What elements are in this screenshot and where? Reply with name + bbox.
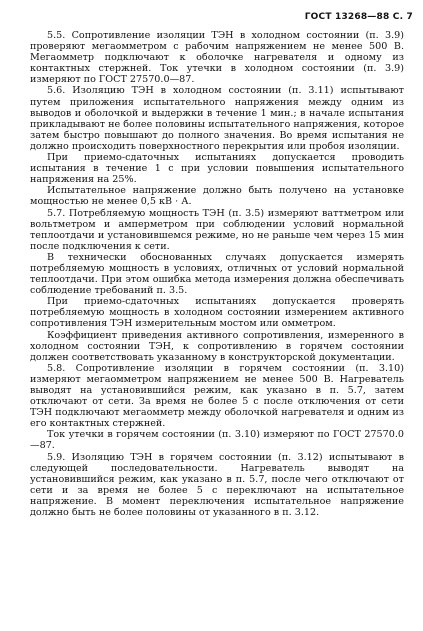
page-header: ГОСТ 13268—88 С. 7 <box>304 12 413 22</box>
paragraph-test-voltage: Испытательное напряжение должно быть получено на установке мощностью не менее 0,5 кВ · А. <box>30 185 404 208</box>
paragraph-power-measurement: В технически обоснованных случаях допускается измерять потребляемую мощность в условиях, отличных от условий нормальной теплоотдачи. При этом ошибка метода измерения должна обеспечивать соблюдение требований п. 3.5. <box>30 251 404 297</box>
paragraph-5-6: 5.6. Изоляцию ТЭН в холодном состоянии (п. 3.11) испытывают путем приложения испытательного напряжения между одним из выводов и оболочкой и выдержки в течение 1 мин.; в начале испытания прикладывают не более половины испытательного напряжения, которое затем быстро повышают до полного значения. Во время испытания не должно происходить поверхностного перекрытия или пробоя изоляции. <box>30 85 404 152</box>
paragraph-5-7: 5.7. Потребляемую мощность ТЭН (п. 3.5) измеряют ваттметром или вольтметром и амперметром при соблюдении условий нормальной теплоотдачи и установившемся режиме, но не раньше чем через 15 мин после подключения к сети. <box>30 207 404 252</box>
paragraph-acceptance-test: При приемо-сдаточных испытаниях допускается проводить испытания в течение 1 с при условии повышения испытательного напряжения на 25%. <box>30 152 404 186</box>
document-body <box>30 30 404 518</box>
paragraph-hot-leakage: Ток утечки в горячем состоянии (п. 3.10) измеряют по ГОСТ 27570.0—87. <box>30 429 404 452</box>
paragraph-5-9: 5.9. Изоляцию ТЭН в горячем состоянии (п. 3.12) испытывают в следующей последовательности. Нагреватель выводят на установившийся режим, как указано в п. 5.7, после чего отключают от сети и за время не более 5 с переключают на испытательное напряжение. В момент переключения испытательное напряжение должно быть не более половины от указанного в п. 3.12. <box>30 451 404 519</box>
paragraph-cold-power-check: При приемо-сдаточных испытаниях допускается проверять потребляемую мощность в холодном состоянии измерением активного сопротивления ТЭН измерительным мостом или омметром. <box>30 296 404 330</box>
paragraph-5-8: 5.8. Сопротивление изоляции в горячем состоянии (п. 3.10) измеряют мегаомметром напряжением не менее 500 В. Нагреватель выводят на установившийся режим, как указано в п. 5.7, затем отключают от сети. За время не более 5 с после отключения от сети ТЭН подключают мегаомметр между оболочкой нагревателя и одним из его контактных стержней. <box>30 362 404 430</box>
paragraph-5-5: 5.5. Сопротивление изоляции ТЭН в холодном состоянии (п. 3.9) проверяют мегаомметром с рабочим напряжением не менее 500 В. Мегаомметр подключают к оболочке нагревателя и одному из контактных стержней. Ток утечки в холодном состоянии (п. 3.9) измеряют по ГОСТ 27570.0—87. <box>30 30 404 86</box>
paragraph-resistance-coefficient: Коэффициент приведения активного сопротивления, измеренного в холодном состоянии ТЭН, к сопротивлению в горячем состоянии должен соответствовать указанному в конструкторской документации. <box>30 329 404 363</box>
